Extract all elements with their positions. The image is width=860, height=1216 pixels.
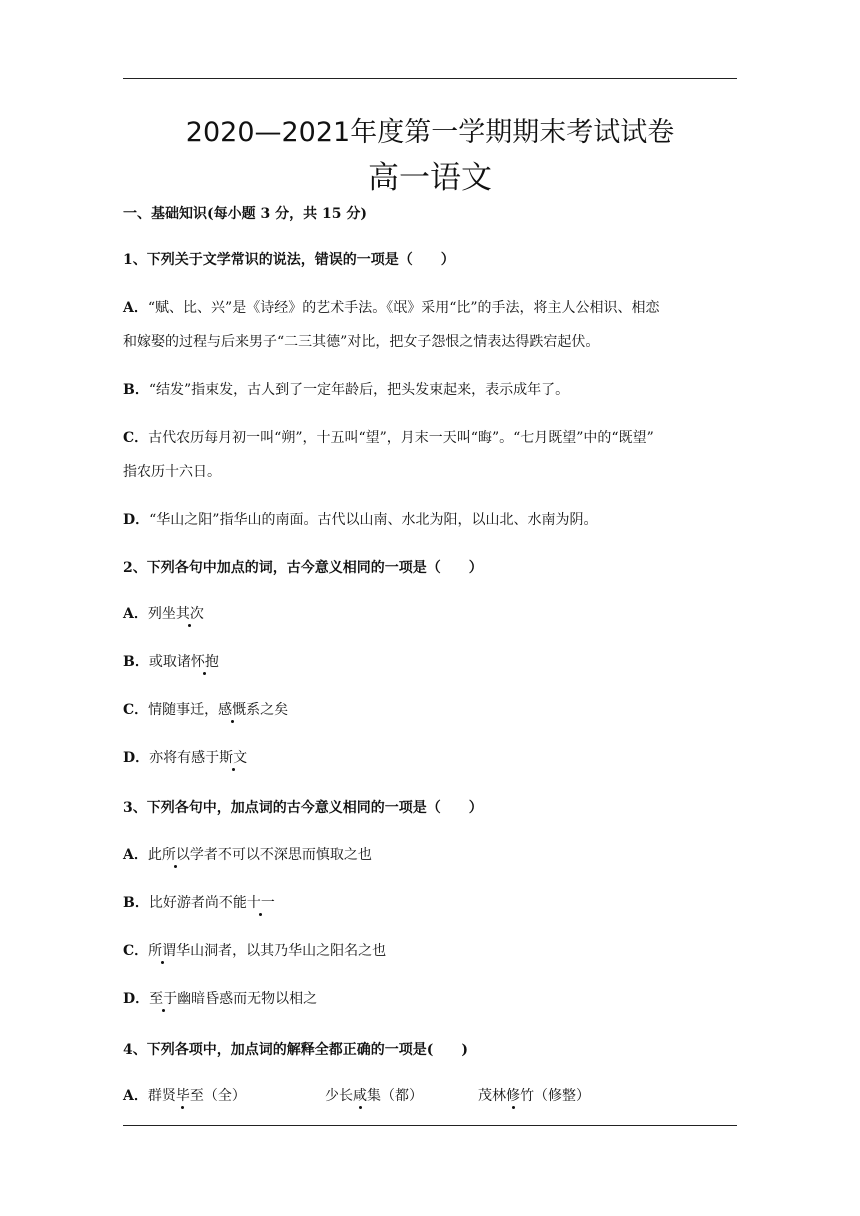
option-letter: A． <box>123 1088 148 1104</box>
question-2-stem: 2、下列各句中加点的词，古今意义相同的一项是（ ） <box>123 560 483 576</box>
option-letter: B． <box>123 382 149 398</box>
option-letter: D． <box>123 512 150 528</box>
option-letter: B． <box>123 895 149 911</box>
dotted-word: 斯文 <box>219 750 248 766</box>
dotted-word: 十一 <box>246 895 275 911</box>
question-1-option-a-cont: 和嫁娶的过程与后来男子“二三其德”对比，把女子怨恨之情表达得跌宕起伏。 <box>123 334 600 350</box>
question-3-option-c <box>123 942 386 960</box>
exam-title: 2020—2021年度第一学期期末考试试卷 <box>185 117 675 148</box>
question-1-option-c <box>123 429 654 447</box>
option-text: “赋、比、兴”是《诗经》的艺术手法。《氓》采用“比”的手法，将主人公相识、相恋 <box>147 300 660 316</box>
section-heading: 一、基础知识(每小题 3 分，共 15 分) <box>123 206 367 222</box>
option-text: 系之矣 <box>246 702 289 718</box>
option-letter: B． <box>123 654 149 670</box>
question-2-option-d <box>123 749 247 767</box>
option-letter: A． <box>123 847 148 863</box>
dotted-word: 毕 <box>175 1088 190 1104</box>
option-letter: C． <box>123 943 149 959</box>
question-4-option-a-item-2 <box>325 1087 423 1105</box>
option-letter: A． <box>123 300 148 316</box>
question-1-option-b <box>123 381 569 399</box>
question-1-stem: 1、下列关于文学常识的说法，错误的一项是（ ） <box>123 252 455 268</box>
option-text: 比好游者尚不能 <box>148 895 247 911</box>
option-text: 少长 <box>325 1088 353 1104</box>
option-text: “结发”指束发，古人到了一定年龄后，把头发束起来，表示成年了。 <box>148 382 570 398</box>
option-text: “华山之阳”指华山的南面。古代以山南、水北为阳，以山北、水南为阴。 <box>149 512 598 528</box>
option-text: 此 <box>147 847 162 863</box>
question-1-option-d <box>123 511 597 529</box>
option-text: 至（全） <box>189 1088 246 1104</box>
option-text: 幽暗昏惑而无物以相之 <box>177 991 318 1007</box>
dotted-word: 所以 <box>161 847 190 863</box>
option-letter: A． <box>123 606 148 622</box>
option-text: 亦将有感于 <box>149 750 220 766</box>
dotted-word: 所谓 <box>148 943 177 959</box>
dotted-word: 感慨 <box>218 702 247 718</box>
dotted-word: 其次 <box>175 606 204 622</box>
footer-rule <box>123 1125 737 1126</box>
question-4-option-a <box>123 1087 737 1105</box>
option-text: 或取诸 <box>148 654 191 670</box>
option-text: 华山洞者，以其乃华山之阳名之也 <box>176 943 387 959</box>
option-text: 学者不可以不深思而慎取之也 <box>189 847 372 863</box>
question-2-option-b <box>123 653 219 671</box>
option-text: 集（都） <box>367 1088 423 1104</box>
question-4-stem: 4、下列各项中，加点词的解释全都正确的一项是( ) <box>123 1042 468 1058</box>
dotted-word: 修 <box>506 1088 520 1104</box>
dotted-word: 咸 <box>353 1088 367 1104</box>
exam-subject: 高一语文 <box>368 160 492 196</box>
option-text: 情随事迁， <box>148 702 219 718</box>
question-3-option-a <box>123 846 372 864</box>
question-2-option-a <box>123 605 204 623</box>
option-text: 竹（修整） <box>520 1088 590 1104</box>
question-3-stem: 3、下列各句中，加点词的古今意义相同的一项是（ ） <box>123 800 483 816</box>
question-2-option-c <box>123 701 288 719</box>
dotted-word: 怀抱 <box>190 654 219 670</box>
question-1-option-a <box>123 299 660 317</box>
question-3-option-d <box>123 990 317 1008</box>
option-text: 群贤 <box>147 1088 176 1104</box>
question-3-option-b <box>123 894 275 912</box>
option-letter: D． <box>123 991 150 1007</box>
dotted-word: 至于 <box>149 991 178 1007</box>
option-text: 茂林 <box>478 1088 506 1104</box>
option-text: 列坐 <box>147 606 176 622</box>
option-letter: C． <box>123 430 149 446</box>
question-1-option-c-cont: 指农历十六日。 <box>123 464 221 480</box>
header-rule <box>123 78 737 79</box>
question-4-option-a-item-3 <box>478 1087 590 1105</box>
option-letter: C． <box>123 702 149 718</box>
option-text: 古代农历每月初一叫“朔”，十五叫“望”，月末一天叫“晦”。“七月既望”中的“既望” <box>148 430 654 446</box>
option-letter: D． <box>123 750 150 766</box>
